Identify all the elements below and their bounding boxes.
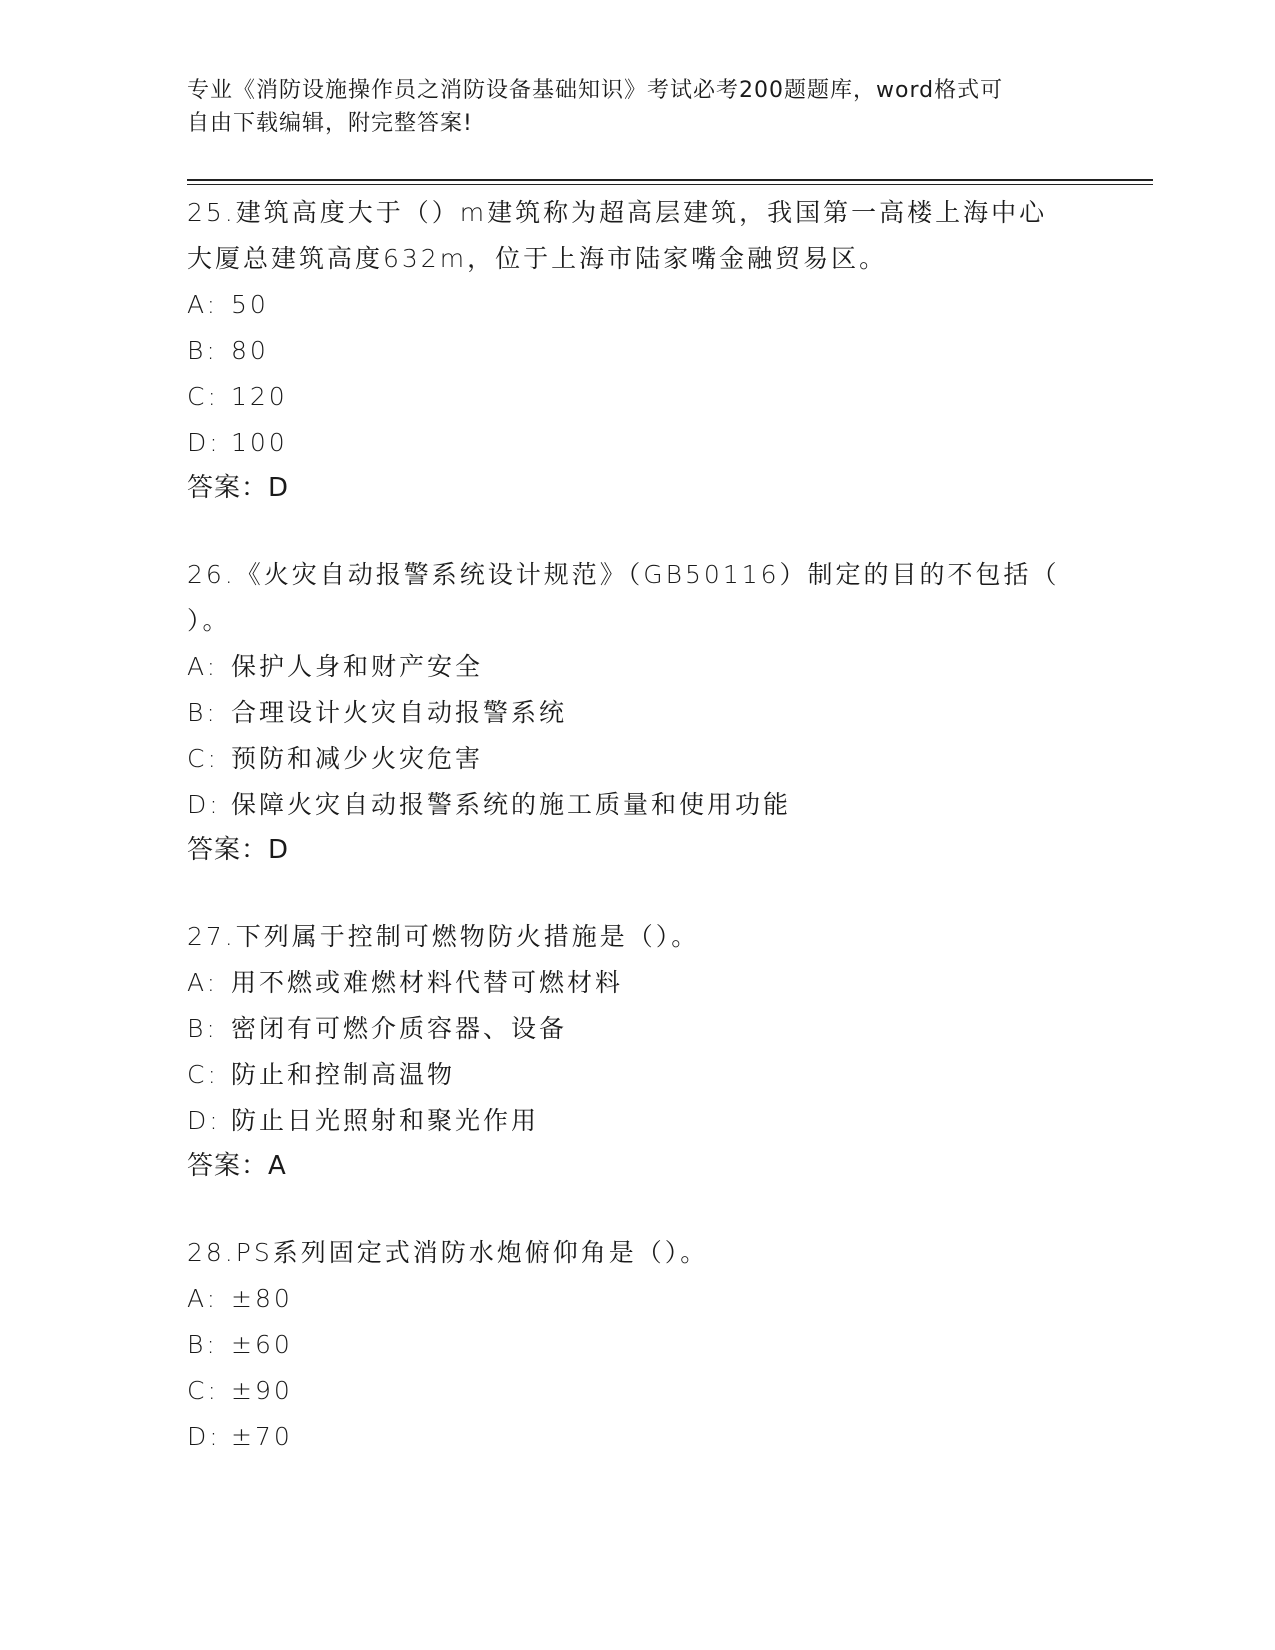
question-text-line: 27.下列属于控制可燃物防火措施是（）。 [187,922,700,951]
question-text-line: 26.《火灾自动报警系统设计规范》（GB50116）制定的目的不包括（ [187,560,1060,589]
option-letter: D: [187,1106,221,1135]
option-text: ±60 [231,1330,293,1359]
question-text-line: ）。 [187,606,231,635]
option-a [187,1276,1087,1322]
option-c [187,1052,1087,1098]
answer-line: 答案：A [187,1151,287,1181]
option-b [187,328,1087,374]
option-text: 100 [231,428,288,457]
option-text: 防止和控制高温物 [231,1060,456,1089]
option-letter: D: [187,428,221,457]
option-d [187,782,1087,828]
option-letter: D: [187,790,221,819]
question-25 [187,190,1087,510]
option-d [187,420,1087,466]
option-letter: A: [187,1284,219,1313]
option-letter: C: [187,744,219,773]
header-divider-thick [187,179,1153,181]
option-text: 防止日光照射和聚光作用 [231,1106,540,1135]
option-b [187,1322,1087,1368]
header-line-1: 专业《消防设施操作员之消防设备基础知识》考试必考200题题库，word格式可 [187,78,1004,103]
question-list [187,190,1087,1502]
question-text-line: 28.PS系列固定式消防水炮俯仰角是（）。 [187,1238,709,1267]
option-text: ±80 [231,1284,293,1313]
option-c [187,1368,1087,1414]
option-b [187,690,1087,736]
option-c [187,736,1087,782]
option-text: 合理设计火灾自动报警系统 [231,698,568,727]
option-b [187,1006,1087,1052]
option-letter: C: [187,1060,219,1089]
header-line-2: 自由下载编辑，附完整答案! [187,111,473,136]
option-letter: D: [187,1422,221,1451]
option-text: ±70 [231,1422,293,1451]
option-d [187,1098,1087,1144]
question-26 [187,552,1087,872]
option-text: 用不燃或难燃材料代替可燃材料 [231,968,624,997]
option-letter: B: [187,1330,218,1359]
option-text: 预防和减少火灾危害 [231,744,484,773]
option-text: 120 [231,382,288,411]
option-letter: C: [187,1376,219,1405]
option-a [187,644,1087,690]
question-27 [187,914,1087,1188]
option-text: 80 [231,336,269,365]
option-letter: B: [187,336,218,365]
option-letter: A: [187,290,219,319]
option-text: 保障火灾自动报警系统的施工质量和使用功能 [231,790,792,819]
option-letter: A: [187,968,219,997]
option-letter: B: [187,698,218,727]
option-c [187,374,1087,420]
answer-line: 答案：D [187,835,290,865]
answer-line: 答案：D [187,473,290,503]
option-text: ±90 [231,1376,293,1405]
option-a [187,960,1087,1006]
question-28 [187,1230,1087,1460]
document-header [187,74,1067,140]
option-text: 密闭有可燃介质容器、设备 [231,1014,568,1043]
header-divider-thin [187,184,1153,185]
option-a [187,282,1087,328]
option-letter: C: [187,382,219,411]
option-text: 保护人身和财产安全 [231,652,484,681]
option-letter: B: [187,1014,218,1043]
option-letter: A: [187,652,219,681]
option-text: 50 [231,290,269,319]
question-text-line: 大厦总建筑高度632m，位于上海市陆家嘴金融贸易区。 [187,244,888,273]
question-text-line: 25.建筑高度大于（）m建筑称为超高层建筑，我国第一高楼上海中心 [187,198,1048,227]
option-d [187,1414,1087,1460]
